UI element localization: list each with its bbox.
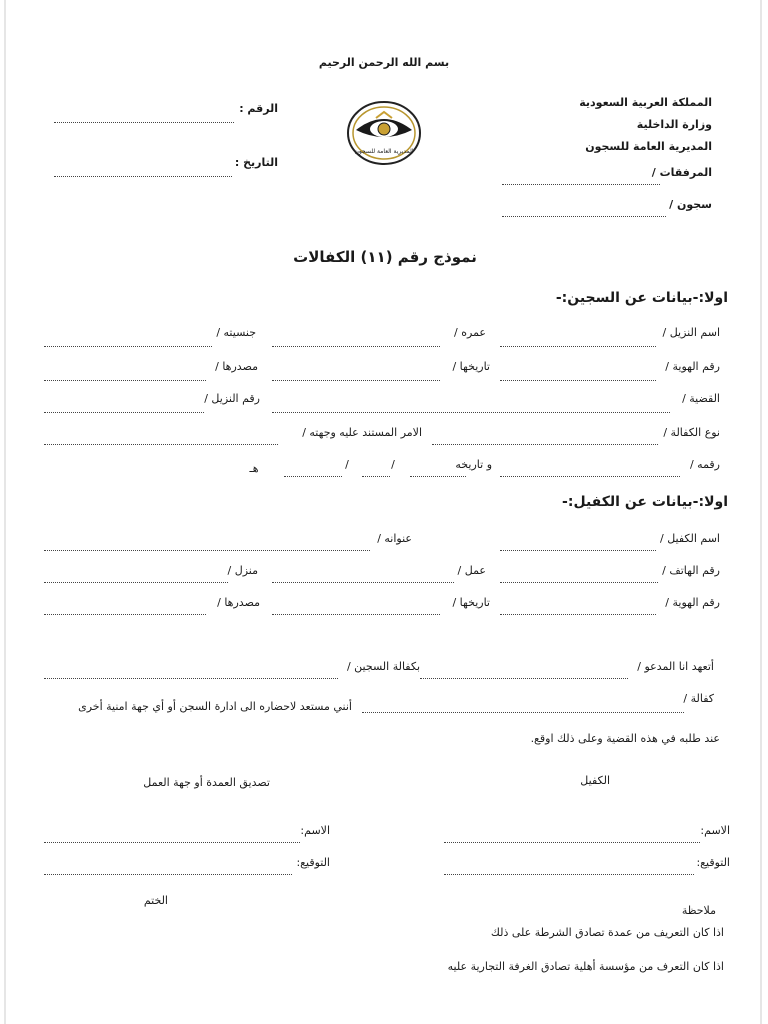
guarantor-id-date-field[interactable]: [272, 614, 440, 615]
prisons-label: سجون /: [669, 198, 712, 211]
basmala: بسم الله الرحمن الرحيم: [318, 56, 450, 69]
undersigned-field[interactable]: [420, 678, 628, 679]
order-basis-label: الامر المستند عليه وجهته /: [302, 426, 422, 439]
org-line-1: المملكة العربية السعودية: [579, 96, 712, 109]
number-label: الرقم :: [239, 102, 278, 115]
certifier-signature-field[interactable]: [44, 874, 292, 875]
date-field[interactable]: [54, 176, 232, 177]
notes-line-2: اذا كان التعرف من مؤسسة أهلية تصادق الغرفة التجارية عليه: [447, 960, 724, 973]
bail-type-field[interactable]: [432, 444, 658, 445]
certifier-name-label: الاسم:: [300, 824, 330, 837]
pledge-closing: عند طلبه في هذه القضية وعلى ذلك اوقع.: [530, 732, 720, 745]
attachments-label: المرفقات /: [651, 166, 712, 179]
certification-heading: تصديق العمدة أو جهة العمل: [143, 776, 270, 789]
undersigned-label: أتعهد انا المدعو /: [637, 660, 714, 673]
id-date-field[interactable]: [272, 380, 440, 381]
guarantor-id-source-field[interactable]: [44, 614, 206, 615]
prisons-field[interactable]: [502, 216, 666, 217]
guarantor-name-sign-field[interactable]: [444, 842, 700, 843]
date-separator: /: [391, 458, 395, 471]
age-field[interactable]: [272, 346, 440, 347]
home-phone-field[interactable]: [44, 582, 228, 583]
inmate-name-label: اسم النزيل /: [662, 326, 720, 339]
date-year-field[interactable]: [284, 476, 342, 477]
guarantor-name-label: اسم الكفيل /: [660, 532, 720, 545]
guarantor-id-label: رقم الهوية /: [665, 596, 720, 609]
notes-title: ملاحظة: [681, 904, 716, 917]
date-month-field[interactable]: [362, 476, 390, 477]
certifier-signature-label: التوقيع:: [296, 856, 330, 869]
id-number-label: رقم الهوية /: [665, 360, 720, 373]
bail-of-prisoner-label: بكفالة السجين /: [346, 660, 420, 673]
case-label: القضية /: [682, 392, 720, 405]
prisons-emblem-logo: [346, 100, 422, 166]
id-date-label: تاريخها /: [452, 360, 490, 373]
nationality-label: جنسيته /: [216, 326, 256, 339]
org-line-2: وزارة الداخلية: [636, 118, 712, 131]
guarantor-sign-heading: الكفيل: [580, 774, 610, 787]
guarantor-name-field[interactable]: [500, 550, 656, 551]
attachments-field[interactable]: [502, 184, 660, 185]
address-label: عنوانه /: [377, 532, 412, 545]
stamp-label: الختم: [143, 894, 168, 907]
phone-label: رقم الهاتف /: [662, 564, 720, 577]
prisoner-section-heading: اولا:-بيانات عن السجين:-: [555, 290, 728, 306]
page-edge: [4, 0, 6, 1024]
inmate-name-field[interactable]: [500, 346, 656, 347]
nationality-field[interactable]: [44, 346, 212, 347]
date-day-field[interactable]: [410, 476, 466, 477]
svg-text:المديرية العامة للسجون: المديرية العامة للسجون: [354, 148, 414, 155]
age-label: عمره /: [454, 326, 486, 339]
address-field[interactable]: [44, 550, 370, 551]
id-number-field[interactable]: [500, 380, 656, 381]
form-title: نموذج رقم (١١) الكفالات: [293, 248, 477, 266]
order-basis-field[interactable]: [44, 444, 278, 445]
id-source-field[interactable]: [44, 380, 206, 381]
bail-of-prisoner-field[interactable]: [44, 678, 338, 679]
guarantor-id-source-label: مصدرها /: [217, 596, 260, 609]
page-edge: [760, 0, 762, 1024]
inmate-number-field[interactable]: [44, 412, 204, 413]
notes-line-1: اذا كان التعريف من عمدة تصادق الشرطة على ذلك: [490, 926, 724, 939]
guarantor-signature-label: التوقيع:: [696, 856, 730, 869]
work-phone-field[interactable]: [272, 582, 454, 583]
pledge-ready-text: أنني مستعد لاحضاره الى ادارة السجن أو أي جهة امنية أخرى: [78, 700, 352, 713]
number-field[interactable]: [54, 122, 234, 123]
home-phone-label: منزل /: [227, 564, 258, 577]
work-phone-label: عمل /: [457, 564, 486, 577]
org-line-3: المديرية العامة للسجون: [585, 140, 712, 153]
certifier-name-field[interactable]: [44, 842, 300, 843]
id-source-label: مصدرها /: [215, 360, 258, 373]
bail-label: كفالة /: [683, 692, 714, 705]
guarantor-section-heading: اولا:-بيانات عن الكفيل:-: [562, 494, 728, 510]
guarantor-id-field[interactable]: [500, 614, 656, 615]
case-field[interactable]: [272, 412, 670, 413]
date-label: التاريخ :: [234, 156, 278, 169]
bail-field[interactable]: [362, 712, 684, 713]
phone-field[interactable]: [500, 582, 658, 583]
and-date-label: و تاريخه: [455, 458, 492, 471]
order-number-label: رقمه /: [689, 458, 720, 471]
guarantor-name-sign-label: الاسم:: [700, 824, 730, 837]
guarantor-signature-field[interactable]: [444, 874, 694, 875]
inmate-number-label: رقم النزيل /: [204, 392, 260, 405]
hijri-suffix: هـ: [249, 462, 259, 475]
bail-type-label: نوع الكفالة /: [663, 426, 720, 439]
order-number-field[interactable]: [500, 476, 680, 477]
date-separator: /: [345, 458, 349, 471]
guarantor-id-date-label: تاريخها /: [452, 596, 490, 609]
